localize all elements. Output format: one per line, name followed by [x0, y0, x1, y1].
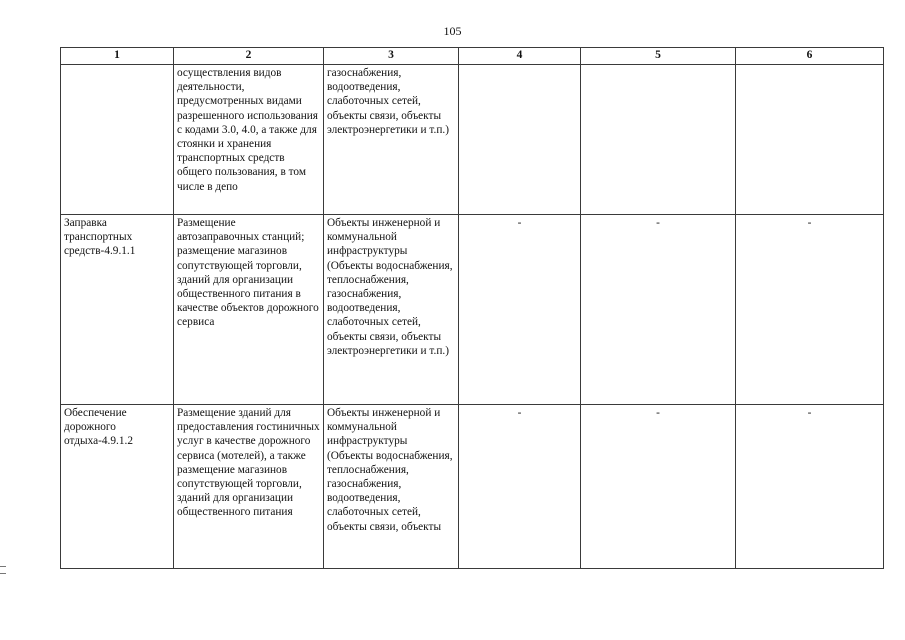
- infrastructure-text: Объекты инженерной и коммунальной инфраструктуры (Объекты водоснабжения, теплоснабжения, газоснабжения, водоотведения, слаботочных сетей, объекты связи, объекты: [327, 407, 453, 533]
- use-type-text: Обеспечение дорожного отдыха-4.9.1.2: [64, 407, 133, 448]
- param-cell-4: [459, 215, 581, 405]
- infrastructure-cell: [324, 215, 459, 405]
- land-use-table-container: [60, 47, 884, 569]
- use-description-cell: [174, 65, 324, 215]
- page-number: 105: [443, 24, 462, 38]
- param-cell-5: [581, 405, 736, 569]
- table-row: [61, 215, 884, 405]
- table-row: [61, 65, 884, 215]
- param-cell-6: [736, 405, 884, 569]
- land-use-table: [60, 47, 884, 569]
- column-header-1: 1: [61, 48, 174, 65]
- use-description-text: осуществления видов деятельности, предусмотренных видами разрешенного использования с кодами 3.0, 4.0, а также для стоянки и хранения транспортных средств общего пользования, в том числе в депо: [177, 67, 318, 193]
- param-cell-6: [736, 215, 884, 405]
- param-value-5: -: [656, 217, 660, 229]
- column-header-2: 2: [174, 48, 324, 65]
- param-value-6: -: [807, 407, 812, 419]
- use-type-cell: [61, 405, 174, 569]
- table-header-row: [61, 48, 884, 65]
- infrastructure-text: газоснабжения, водоотведения, слаботочных сетей, объекты связи, объекты электроэнергетики и т.п.): [327, 67, 449, 136]
- column-header-5: 5: [581, 48, 736, 65]
- infrastructure-cell: [324, 65, 459, 215]
- param-cell-5: [581, 65, 736, 215]
- use-description-text: Размещение зданий для предоставления гостиничных услуг в качестве дорожного сервиса (мотелей), а также размещение магазинов сопутствующей торговли, зданий для организации общественного питания: [177, 407, 320, 519]
- use-description-cell: [174, 405, 324, 569]
- use-type-cell: [61, 65, 174, 215]
- column-header-3: 3: [324, 48, 459, 65]
- infrastructure-cell: [324, 405, 459, 569]
- infrastructure-text: Объекты инженерной и коммунальной инфраструктуры (Объекты водоснабжения, теплоснабжения, газоснабжения, водоотведения, слаботочных сетей, объекты связи, объекты электроэнергетики и т.п.): [327, 217, 453, 357]
- param-value-6: -: [807, 217, 812, 229]
- table-row: [61, 405, 884, 569]
- column-header-4: 4: [459, 48, 581, 65]
- param-value-4: -: [517, 217, 522, 229]
- use-type-text: Заправка транспортных средств-4.9.1.1: [64, 217, 136, 258]
- param-cell-6: [736, 65, 884, 215]
- use-description-text: Размещение автозаправочных станций; размещение магазинов сопутствующей торговли, зданий для организации общественного питания в качестве объектов дорожного сервиса: [177, 217, 319, 329]
- scan-margin-mark: [0, 566, 6, 574]
- param-value-4: -: [517, 407, 522, 419]
- param-cell-5: [581, 215, 736, 405]
- column-header-6: 6: [736, 48, 884, 65]
- param-cell-4: [459, 405, 581, 569]
- param-value-5: -: [656, 407, 660, 419]
- use-type-cell: [61, 215, 174, 405]
- param-cell-4: [459, 65, 581, 215]
- use-description-cell: [174, 215, 324, 405]
